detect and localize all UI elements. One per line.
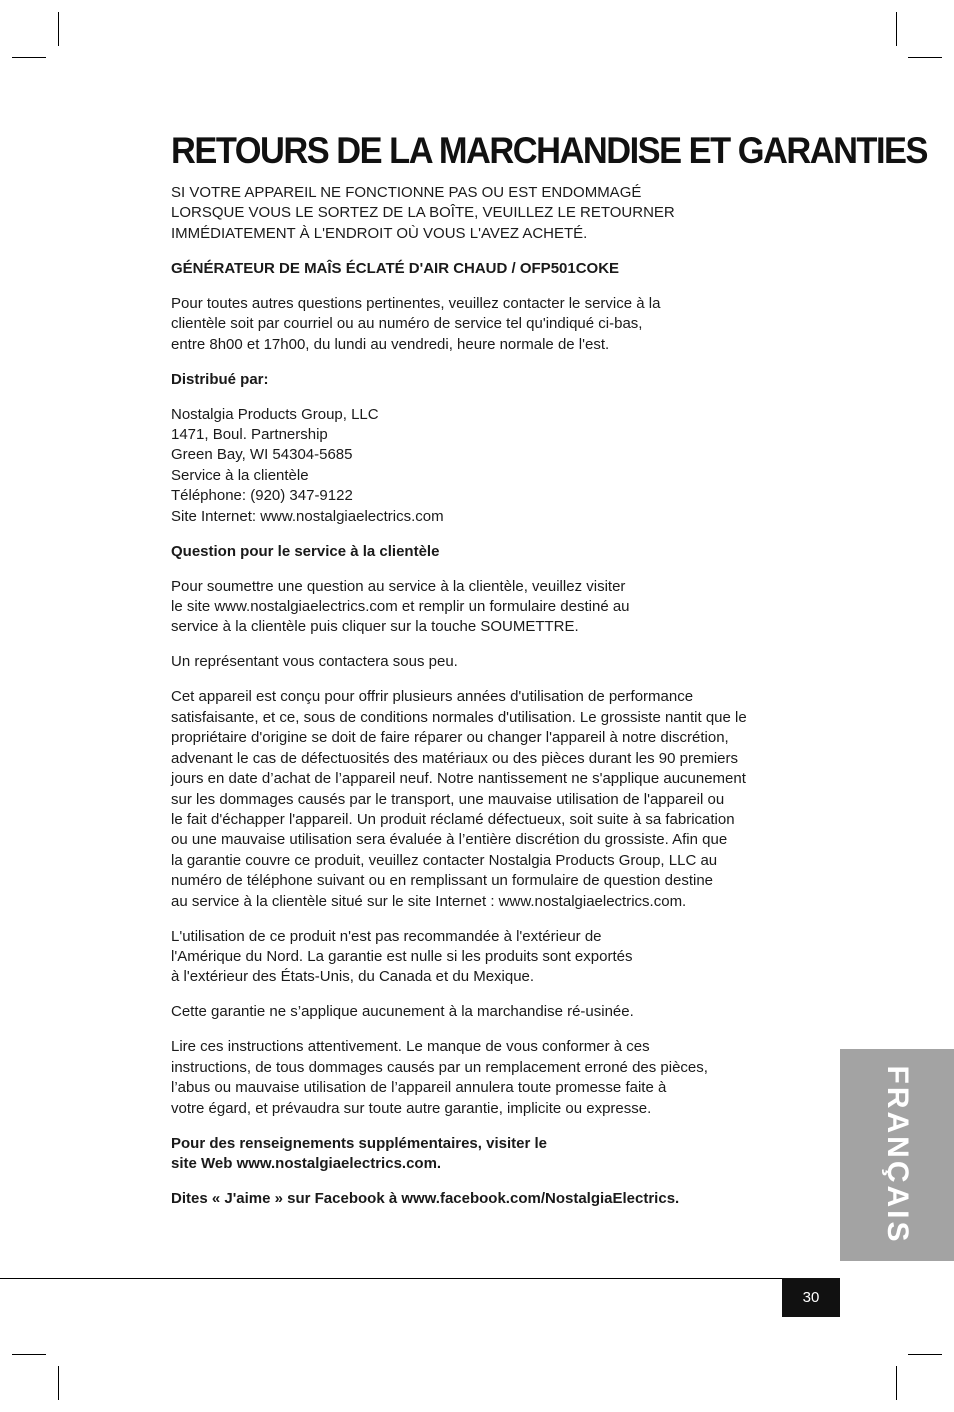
contact-paragraph — [171, 294, 796, 355]
address-line: Service à la clientèle — [171, 466, 309, 484]
refurbished-paragraph: Cette garantie ne s’applique aucunement à la marchandise ré-usinée. — [171, 1003, 634, 1021]
facebook-paragraph: Dites « J'aime » sur Facebook à www.facebook.com/NostalgiaElectrics. — [171, 1189, 680, 1207]
text-line: le site www.nostalgiaelectrics.com et remplir un formulaire destiné au — [171, 598, 630, 616]
intro-paragraph — [171, 183, 796, 244]
address-line: 1471, Boul. Partnership — [171, 426, 328, 444]
text-line: l'Amérique du Nord. La garantie est nulle si les produits sont exportés — [171, 947, 633, 965]
text-line: Lire ces instructions attentivement. Le manque de vous conformer à ces — [171, 1038, 650, 1056]
crop-mark — [896, 12, 897, 46]
text-line: à l'extérieur des États-Unis, du Canada et du Mexique. — [171, 968, 535, 986]
website-line: Site Internet: www.nostalgiaelectrics.com — [171, 507, 444, 525]
crop-mark — [58, 1366, 59, 1400]
text-line: satisfaisante, et ce, sous de conditions normales d'utilisation. Le grossiste nantit que le — [171, 708, 747, 726]
crop-mark — [58, 12, 59, 46]
address-line: Green Bay, WI 54304-5685 — [171, 446, 353, 464]
text-line: Pour des renseignements supplémentaires, visiter le — [171, 1134, 547, 1152]
more-info-paragraph — [171, 1134, 796, 1175]
text-line: au service à la clientèle situé sur le site Internet : www.nostalgiaelectrics.com. — [171, 892, 687, 910]
text-line: votre égard, et prévaudra sur toute autre garantie, implicite ou expresse. — [171, 1099, 652, 1117]
text-line: SI VOTRE APPAREIL NE FONCTIONNE PAS OU EST ENDOMMAGÉ — [171, 184, 642, 201]
question-paragraph — [171, 577, 796, 638]
language-tab-label: FRANÇAIS — [881, 1065, 914, 1245]
document-body — [171, 183, 796, 1224]
text-line: la garantie couvre ce produit, veuillez contacter Nostalgia Products Group, LLC au — [171, 851, 718, 869]
text-line: Pour toutes autres questions pertinentes, veuillez contacter le service à la — [171, 294, 661, 312]
text-line: entre 8h00 et 17h00, du lundi au vendredi, heure normale de l'est. — [171, 335, 610, 353]
phone-line: Téléphone: (920) 347-9122 — [171, 487, 353, 505]
product-heading: GÉNÉRATEUR DE MAÎS ÉCLATÉ D'AIR CHAUD / OFP501COKE — [171, 259, 620, 277]
text-line: instructions, de tous dommages causés par un remplacement erroné des pièces, — [171, 1058, 708, 1076]
address-line: Nostalgia Products Group, LLC — [171, 405, 379, 423]
text-line: l’abus ou mauvaise utilisation de l’appareil annulera toute promesse faite à — [171, 1079, 667, 1097]
address-block — [171, 405, 796, 527]
usage-paragraph — [171, 927, 796, 988]
text-line: numéro de téléphone suivant ou en remplissant un formulaire de question destine — [171, 872, 714, 890]
page-title: RETOURS DE LA MARCHANDISE ET GARANTIES — [171, 130, 927, 171]
text-line: clientèle soit par courriel ou au numéro de service tel qu'indiqué ci-bas, — [171, 315, 643, 333]
language-tab — [840, 1049, 954, 1261]
text-line: service à la clientèle puis cliquer sur la touche SOUMETTRE. — [171, 618, 579, 636]
instructions-paragraph — [171, 1037, 796, 1119]
text-line: L'utilisation de ce produit n'est pas recommandée à l'extérieur de — [171, 927, 602, 945]
page-number: 30 — [782, 1278, 840, 1317]
text-line: site Web www.nostalgiaelectrics.com. — [171, 1154, 442, 1172]
text-line: LORSQUE VOUS LE SORTEZ DE LA BOÎTE, VEUILLEZ LE RETOURNER — [171, 204, 675, 222]
text-line: le fait d'échapper l'appareil. Un produit réclamé défectueux, soit suite à sa fabrication — [171, 810, 735, 828]
crop-mark — [12, 1354, 46, 1355]
text-line: Cet appareil est conçu pour offrir plusieurs années d'utilisation de performance — [171, 688, 694, 706]
representative-paragraph: Un représentant vous contactera sous peu. — [171, 653, 458, 671]
distributed-by-heading: Distribué par: — [171, 370, 269, 388]
question-heading: Question pour le service à la clientèle — [171, 542, 440, 560]
crop-mark — [908, 57, 942, 58]
crop-mark — [908, 1354, 942, 1355]
text-line: propriétaire d'origine se doit de faire réparer ou changer l'appareil à notre discrétion, — [171, 729, 729, 747]
text-line: IMMÉDIATEMENT À L'ENDROIT OÙ VOUS L'AVEZ ACHETÉ. — [171, 224, 588, 242]
footer-rule — [0, 1278, 840, 1279]
text-line: ou une mauvaise utilisation sera évaluée à l’entière discrétion du grossiste. Afin que — [171, 831, 728, 849]
text-line: jours en date d’achat de l’appareil neuf. Notre nantissement ne s'applique aucunement — [171, 770, 746, 788]
text-line: sur les dommages causés par le transport, une mauvaise utilisation de l'appareil ou — [171, 790, 725, 808]
crop-mark — [896, 1366, 897, 1400]
crop-mark — [12, 57, 46, 58]
text-line: advenant le cas de défectuosités des matériaux ou des pièces durant les 90 premiers — [171, 749, 738, 767]
text-line: Pour soumettre une question au service à la clientèle, veuillez visiter — [171, 577, 626, 595]
warranty-paragraph — [171, 687, 796, 911]
